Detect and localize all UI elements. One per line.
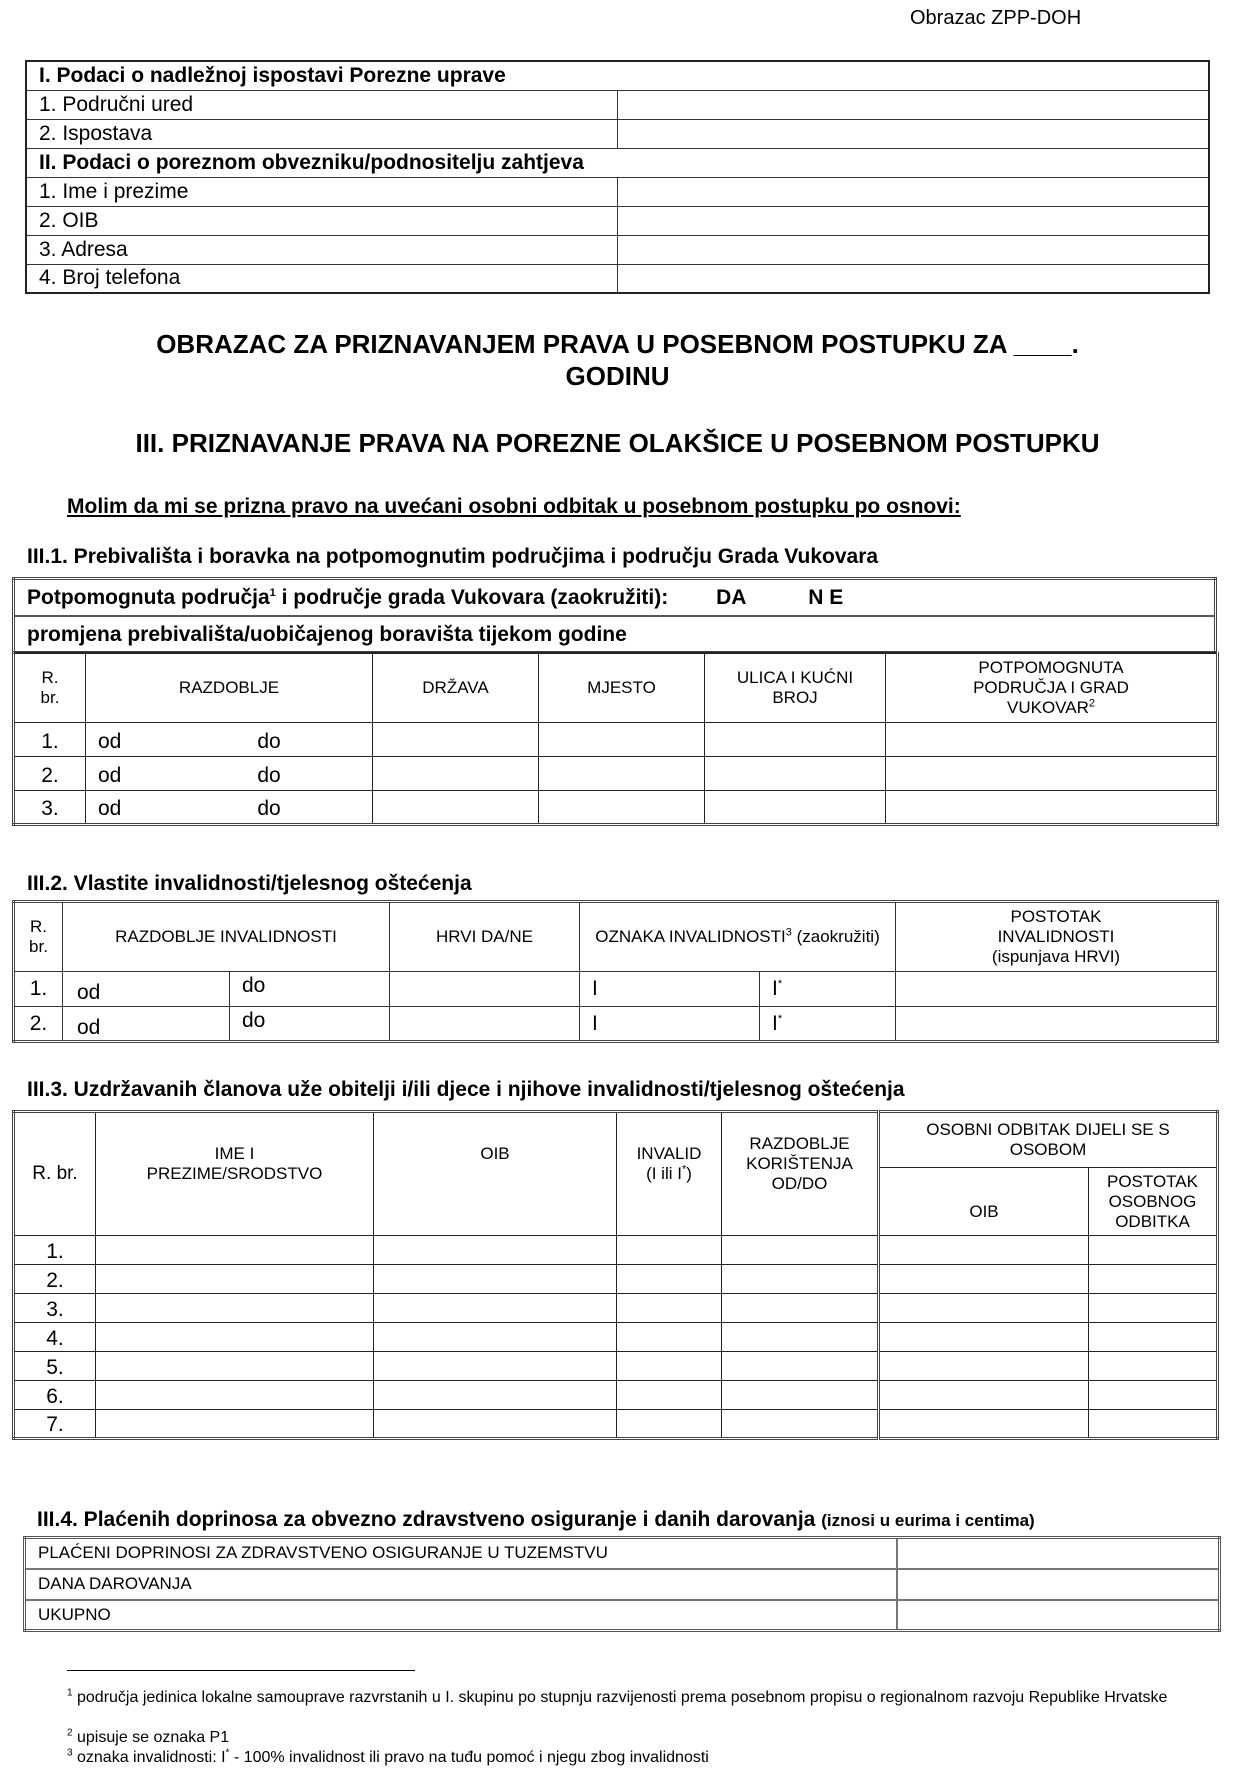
row-number: 3. bbox=[14, 1294, 96, 1323]
row-number: 1. bbox=[14, 722, 86, 756]
col-period: RAZDOBLJE bbox=[86, 653, 373, 722]
col-shared-oib-text: OIB bbox=[969, 1201, 999, 1221]
asterisk: * bbox=[777, 1012, 783, 1025]
period-cell[interactable] bbox=[722, 1236, 879, 1265]
assisted-area-row bbox=[14, 579, 1216, 616]
country-cell[interactable] bbox=[373, 790, 539, 824]
footnote-text: upisuje se oznaka P1 bbox=[72, 1729, 230, 1746]
branch-field[interactable] bbox=[618, 119, 1210, 148]
period-cell[interactable] bbox=[722, 1323, 879, 1352]
do-label: do bbox=[257, 763, 281, 787]
disability-table bbox=[12, 900, 1219, 1043]
mark-i: I bbox=[772, 977, 778, 1000]
col-disability-period: RAZDOBLJE INVALIDNOSTI bbox=[63, 902, 390, 972]
period-cell[interactable] bbox=[722, 1352, 879, 1381]
row-number: 1. bbox=[14, 1236, 96, 1265]
footnote-1 bbox=[67, 1688, 1187, 1708]
field-label-regional-office: 1. Područni ured bbox=[26, 90, 618, 119]
form-title-line2: GODINU bbox=[565, 361, 670, 391]
name-cell[interactable] bbox=[96, 1236, 374, 1265]
col-assisted bbox=[886, 653, 1218, 722]
section-iii-4-note: (iznosi u eurima i centima) bbox=[821, 1511, 1035, 1530]
table-row bbox=[14, 1352, 1218, 1381]
col-street bbox=[705, 653, 886, 722]
period-cell[interactable] bbox=[86, 722, 373, 756]
col-name bbox=[96, 1112, 374, 1236]
row-number: 1. bbox=[14, 972, 63, 1007]
period-cell[interactable] bbox=[86, 790, 373, 824]
regional-office-field[interactable] bbox=[618, 90, 1210, 119]
shared-pct-cell[interactable] bbox=[1089, 1323, 1218, 1352]
section-ii-header: II. Podaci o poreznom obvezniku/podnositelju zahtjeva bbox=[26, 148, 1209, 177]
shared-pct-cell[interactable] bbox=[1089, 1294, 1218, 1323]
footnote-mark: 2 bbox=[67, 1727, 73, 1739]
footnote-ref-2: 2 bbox=[1088, 697, 1095, 710]
assisted-area-label-a: Potpomognuta područja bbox=[27, 586, 270, 609]
contributions-table bbox=[23, 1536, 1221, 1632]
mark-option-i-star[interactable] bbox=[760, 972, 896, 1007]
name-cell[interactable] bbox=[96, 1381, 374, 1410]
hrvi-cell[interactable] bbox=[390, 1007, 580, 1042]
oib-field[interactable] bbox=[618, 206, 1210, 235]
col-shared-pct-a: POSTOTAK bbox=[1106, 1171, 1198, 1191]
street-cell[interactable] bbox=[705, 722, 886, 756]
table-row bbox=[14, 1410, 1218, 1439]
col-invalid-c: ) bbox=[686, 1164, 692, 1183]
assisted-area-table bbox=[12, 577, 1217, 654]
assisted-cell[interactable] bbox=[886, 790, 1218, 824]
table-row bbox=[14, 1294, 1218, 1323]
col-pct-a: POSTOTAK bbox=[1010, 907, 1102, 926]
pct-cell[interactable] bbox=[896, 1007, 1218, 1042]
pct-cell[interactable] bbox=[896, 972, 1218, 1007]
paid-contributions-field[interactable] bbox=[897, 1538, 1220, 1569]
option-da[interactable]: DA bbox=[716, 586, 747, 609]
col-rbr-b: br. bbox=[40, 687, 60, 707]
oib-cell[interactable] bbox=[374, 1323, 617, 1352]
od-cell[interactable]: od bbox=[63, 972, 230, 1007]
col-pct-b: INVALIDNOSTI bbox=[997, 927, 1115, 946]
row-number: 7. bbox=[14, 1410, 96, 1439]
oib-cell[interactable] bbox=[374, 1265, 617, 1294]
paid-contributions-label: PLAĆENI DOPRINOSI ZA ZDRAVSTVENO OSIGURANJE U TUZEMSTVU bbox=[25, 1538, 897, 1569]
mark-i: I bbox=[772, 1011, 778, 1035]
table-row bbox=[25, 1600, 1220, 1631]
od-label: od bbox=[98, 796, 122, 820]
shared-oib-cell[interactable] bbox=[879, 1236, 1089, 1265]
section-iii-4-heading bbox=[37, 1508, 1035, 1532]
name-cell[interactable] bbox=[96, 1410, 374, 1439]
assisted-area-label-b: i područje grada Vukovara (zaokružiti): bbox=[275, 586, 669, 609]
row-number: 4. bbox=[14, 1323, 96, 1352]
assisted-cell[interactable] bbox=[886, 756, 1218, 790]
table-row bbox=[14, 722, 1218, 756]
col-invalid-a: INVALID bbox=[636, 1144, 702, 1163]
street-cell[interactable] bbox=[705, 756, 886, 790]
col-hrvi: HRVI DA/NE bbox=[390, 902, 580, 972]
col-name-a: IME I bbox=[214, 1144, 255, 1163]
name-cell[interactable] bbox=[96, 1294, 374, 1323]
col-invalid-b: (I ili I bbox=[646, 1164, 682, 1183]
table-row bbox=[14, 1323, 1218, 1352]
period-cell[interactable] bbox=[722, 1381, 879, 1410]
invalid-cell[interactable] bbox=[617, 1265, 722, 1294]
field-label-oib: 2. OIB bbox=[26, 206, 618, 235]
footnote-2 bbox=[67, 1728, 1187, 1748]
col-period-b: KORIŠTENJA bbox=[746, 1154, 853, 1173]
place-cell[interactable] bbox=[539, 756, 705, 790]
period-cell[interactable] bbox=[722, 1294, 879, 1323]
table-row bbox=[26, 235, 1209, 264]
row-number: 2. bbox=[14, 1265, 96, 1294]
row-number: 2. bbox=[14, 1007, 63, 1042]
country-cell[interactable] bbox=[373, 722, 539, 756]
table-row bbox=[25, 1538, 1220, 1569]
period-cell[interactable] bbox=[86, 756, 373, 790]
shared-oib-cell[interactable] bbox=[879, 1323, 1089, 1352]
table-row bbox=[14, 1265, 1218, 1294]
col-oib bbox=[374, 1112, 617, 1236]
do-label: do bbox=[257, 729, 281, 753]
row-number: 3. bbox=[14, 790, 86, 824]
section-iii-2-heading: III.2. Vlastite invalidnosti/tjelesnog oštećenja bbox=[27, 872, 472, 895]
period-cell[interactable] bbox=[722, 1410, 879, 1439]
section-iii-3-heading: III.3. Uzdržavanih članova uže obitelji i/ili djece i njihove invalidnosti/tjelesnog oštećenja bbox=[27, 1078, 905, 1101]
shared-pct-cell[interactable] bbox=[1089, 1236, 1218, 1265]
invalid-cell[interactable] bbox=[617, 1236, 722, 1265]
table-row bbox=[26, 90, 1209, 119]
od-label: od bbox=[98, 729, 122, 753]
col-street-b: BROJ bbox=[772, 687, 818, 707]
name-cell[interactable] bbox=[96, 1323, 374, 1352]
phone-field[interactable] bbox=[618, 264, 1210, 293]
table-row bbox=[14, 1236, 1218, 1265]
oib-cell[interactable] bbox=[374, 1294, 617, 1323]
od-label: od bbox=[98, 763, 122, 787]
country-cell[interactable] bbox=[373, 756, 539, 790]
oib-cell[interactable] bbox=[374, 1236, 617, 1265]
footnote-divider bbox=[67, 1670, 415, 1671]
col-shared-b: OSOBOM bbox=[1009, 1140, 1087, 1159]
mark-option-i[interactable]: I bbox=[580, 972, 760, 1007]
mark-option-i[interactable]: I bbox=[580, 1007, 760, 1042]
shared-oib-cell[interactable] bbox=[879, 1381, 1089, 1410]
asterisk: * bbox=[777, 978, 783, 990]
assisted-cell[interactable] bbox=[886, 722, 1218, 756]
col-rbr: R. br. bbox=[14, 1112, 96, 1236]
col-usage-period bbox=[722, 1112, 879, 1236]
col-rbr bbox=[14, 902, 63, 972]
col-rbr bbox=[14, 653, 86, 722]
taxpayer-info-table bbox=[25, 60, 1210, 294]
table-row bbox=[14, 1381, 1218, 1410]
form-title-line1: OBRAZAC ZA PRIZNAVANJEM PRAVA U POSEBNOM POSTUPKU ZA ____. bbox=[156, 329, 1079, 359]
shared-pct-cell[interactable] bbox=[1089, 1381, 1218, 1410]
invalid-cell[interactable] bbox=[617, 1294, 722, 1323]
invalid-cell[interactable] bbox=[617, 1410, 722, 1439]
table-row bbox=[14, 972, 1218, 1007]
col-rbr-a: R. bbox=[30, 917, 47, 936]
shared-pct-cell[interactable] bbox=[1089, 1265, 1218, 1294]
footnote-mark: 1 bbox=[67, 1687, 73, 1699]
oib-cell[interactable] bbox=[374, 1352, 617, 1381]
place-cell[interactable] bbox=[539, 790, 705, 824]
col-mark-a: OZNAKA INVALIDNOSTI bbox=[595, 927, 786, 946]
shared-oib-cell[interactable] bbox=[879, 1294, 1089, 1323]
col-period-a: RAZDOBLJE bbox=[749, 1134, 850, 1153]
donations-label: DANA DAROVANJA bbox=[25, 1569, 897, 1600]
mark-option-i-star[interactable] bbox=[760, 1007, 896, 1042]
shared-oib-cell[interactable] bbox=[879, 1352, 1089, 1381]
table-row bbox=[25, 1569, 1220, 1600]
oib-cell[interactable] bbox=[374, 1410, 617, 1439]
col-country: DRŽAVA bbox=[373, 653, 539, 722]
col-assisted-b: PODRUČJA I GRAD bbox=[973, 677, 1129, 697]
col-rbr-a: R. bbox=[41, 667, 59, 687]
footnote-text: oznaka invalidnosti: I bbox=[72, 1749, 226, 1766]
name-cell[interactable] bbox=[96, 1265, 374, 1294]
period-cell[interactable] bbox=[722, 1265, 879, 1294]
col-shared-deduction bbox=[879, 1112, 1218, 1168]
row-number: 6. bbox=[14, 1381, 96, 1410]
field-label-branch: 2. Ispostava bbox=[26, 119, 618, 148]
field-label-name: 1. Ime i prezime bbox=[26, 177, 618, 206]
street-cell[interactable] bbox=[705, 790, 886, 824]
do-cell[interactable]: do bbox=[230, 1007, 390, 1042]
table-row bbox=[26, 264, 1209, 293]
option-ne[interactable]: N E bbox=[808, 586, 844, 609]
footnote-text: - 100% invalidnost ili pravo na tuđu pomoć i njegu zbog invalidnosti bbox=[229, 1749, 709, 1766]
row-number: 2. bbox=[14, 756, 86, 790]
section-iii-title: III. PRIZNAVANJE PRAVA NA POREZNE OLAKŠICE U POSEBNOM POSTUPKU bbox=[135, 428, 1100, 458]
form-title bbox=[0, 328, 1235, 392]
hrvi-cell[interactable] bbox=[390, 972, 580, 1007]
form-id: Obrazac ZPP-DOH bbox=[910, 7, 1082, 29]
invalid-cell[interactable] bbox=[617, 1352, 722, 1381]
footnote-3 bbox=[67, 1748, 1187, 1768]
asterisk: * bbox=[681, 1163, 687, 1176]
section-iii-1-heading: III.1. Prebivališta i boravka na potpomognutim područjima i području Grada Vukovara bbox=[27, 545, 879, 568]
total-field[interactable] bbox=[897, 1600, 1220, 1631]
table-row bbox=[14, 790, 1218, 824]
invalid-cell[interactable] bbox=[617, 1323, 722, 1352]
residence-change-label: promjena prebivališta/uobičajenog boravišta tijekom godine bbox=[14, 616, 1216, 653]
shared-oib-cell[interactable] bbox=[879, 1410, 1089, 1439]
col-rbr-b: br. bbox=[29, 937, 48, 956]
table-row bbox=[26, 206, 1209, 235]
col-assisted-c: VUKOVAR bbox=[1007, 697, 1089, 717]
name-cell[interactable] bbox=[96, 1352, 374, 1381]
shared-pct-cell[interactable] bbox=[1089, 1352, 1218, 1381]
footnote-ref-1: 1 bbox=[269, 587, 276, 599]
invalid-cell[interactable] bbox=[617, 1381, 722, 1410]
col-mark-b: (zaokružiti) bbox=[791, 927, 880, 946]
place-cell[interactable] bbox=[539, 722, 705, 756]
residence-table bbox=[12, 652, 1219, 826]
col-disability-pct bbox=[896, 902, 1218, 972]
col-oib-text: OIB bbox=[480, 1144, 510, 1163]
dependents-table bbox=[12, 1110, 1219, 1440]
col-street-a: ULICA I KUĆNI bbox=[736, 667, 854, 687]
footnote-text: područja jedinica lokalne samouprave razvrstanih u I. skupinu po stupnju razvijenosti prema posebnom propisu o regionalnom razvoju Republike Hrvatske bbox=[72, 1689, 1168, 1706]
table-row bbox=[26, 177, 1209, 206]
field-label-phone: 4. Broj telefona bbox=[26, 264, 618, 293]
table-row bbox=[14, 1007, 1218, 1042]
table-row bbox=[14, 756, 1218, 790]
col-shared-a: OSOBNI ODBITAK DIJELI SE S bbox=[926, 1120, 1170, 1139]
col-disability-mark bbox=[580, 902, 896, 972]
col-shared-oib bbox=[879, 1168, 1089, 1236]
col-invalid bbox=[617, 1112, 722, 1236]
od-cell[interactable]: od bbox=[63, 1007, 230, 1042]
col-shared-pct-c: ODBITKA bbox=[1115, 1211, 1190, 1231]
col-name-b: PREZIME/SRODSTVO bbox=[146, 1164, 323, 1183]
table-row bbox=[26, 119, 1209, 148]
do-label: do bbox=[257, 796, 281, 820]
section-iii-4-title: III.4. Plaćenih doprinosa za obvezno zdravstveno osiguranje i danih darovanja bbox=[37, 1508, 816, 1531]
request-line: Molim da mi se prizna pravo na uvećani osobni odbitak u posebnom postupku po osnovi: bbox=[67, 495, 961, 518]
section-i-header: I. Podaci o nadležnoj ispostavi Porezne uprave bbox=[26, 61, 1209, 90]
shared-oib-cell[interactable] bbox=[879, 1265, 1089, 1294]
do-cell[interactable]: do bbox=[230, 972, 390, 1007]
total-label: UKUPNO bbox=[25, 1600, 897, 1631]
asterisk: * bbox=[225, 1747, 230, 1759]
col-period-c: OD/DO bbox=[771, 1174, 828, 1193]
col-pct-c: (ispunjava HRVI) bbox=[991, 947, 1121, 966]
donations-field[interactable] bbox=[897, 1569, 1220, 1600]
col-assisted-a: POTPOMOGNUTA bbox=[978, 657, 1124, 677]
footnote-ref-3: 3 bbox=[785, 926, 792, 939]
row-number: 5. bbox=[14, 1352, 96, 1381]
field-label-address: 3. Adresa bbox=[26, 235, 618, 264]
col-shared-pct-b: OSOBNOG bbox=[1108, 1191, 1197, 1211]
col-shared-pct bbox=[1089, 1168, 1218, 1236]
col-place: MJESTO bbox=[539, 653, 705, 722]
address-field[interactable] bbox=[618, 235, 1210, 264]
name-field[interactable] bbox=[618, 177, 1210, 206]
shared-pct-cell[interactable] bbox=[1089, 1410, 1218, 1439]
oib-cell[interactable] bbox=[374, 1381, 617, 1410]
footnote-mark: 3 bbox=[67, 1747, 73, 1759]
